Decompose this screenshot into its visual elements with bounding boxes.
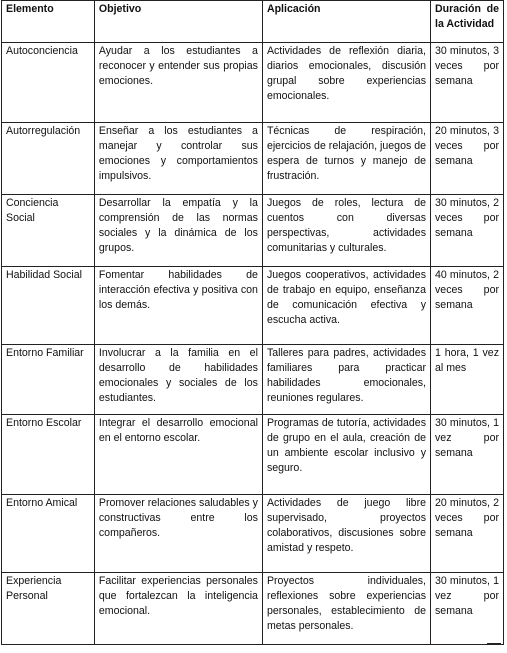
- table-row: [2, 195, 504, 267]
- table-row: [2, 267, 504, 345]
- header-objetivo: Objetivo: [94, 1, 262, 43]
- cell-aplicacion: Talleres para padres, actividades familiares para practicar habilidades emocionales, reuniones regulares.: [262, 345, 430, 415]
- cell-elemento: Entorno Familiar: [2, 345, 95, 415]
- cell-objetivo: Enseñar a los estudiantes a manejar y controlar sus emociones y comportamientos impulsivos.: [94, 123, 262, 195]
- cell-aplicacion: Juegos cooperativos, actividades de trabajo en equipo, enseñanza de comunicación efectiva y escucha activa.: [262, 267, 430, 345]
- cell-elemento: Entorno Escolar: [2, 415, 95, 495]
- cell-duracion: 20 minutos, 3 veces por semana: [431, 123, 504, 195]
- table-row: [2, 43, 504, 123]
- cell-duracion: 40 minutos, 2 veces por semana: [431, 267, 504, 345]
- table-row: [2, 415, 504, 495]
- cell-objetivo: Involucrar a la familia en el desarrollo de habilidades emocionales y sociales de los estudiantes.: [94, 345, 262, 415]
- cell-aplicacion: Proyectos individuales, reflexiones sobre experiencias personales, establecimiento de metas personales.: [262, 573, 430, 645]
- cell-objetivo: Facilitar experiencias personales que fortalezcan la inteligencia emocional.: [94, 573, 262, 645]
- cell-elemento: Entorno Amical: [2, 495, 95, 573]
- trailing-rule: [487, 643, 501, 644]
- table-header-row: [2, 1, 504, 43]
- table-row: [2, 345, 504, 415]
- table-row: [2, 495, 504, 573]
- cell-aplicacion: Juegos de roles, lectura de cuentos con diversas perspectivas, actividades comunitarias y culturales.: [262, 195, 430, 267]
- cell-objetivo: Integrar el desarrollo emocional en el entorno escolar.: [94, 415, 262, 495]
- cell-elemento: Experiencia Personal: [2, 573, 95, 645]
- cell-objetivo: Ayudar a los estudiantes a reconocer y entender sus propias emociones.: [94, 43, 262, 123]
- cell-elemento: Conciencia Social: [2, 195, 95, 267]
- cell-elemento: Autoconciencia: [2, 43, 95, 123]
- header-elemento: Elemento: [2, 1, 95, 43]
- emotional-intelligence-table: [1, 0, 504, 645]
- cell-duracion: 1 hora, 1 vez al mes: [431, 345, 504, 415]
- cell-objetivo: Promover relaciones saludables y constructivas entre los compañeros.: [94, 495, 262, 573]
- cell-duracion: 20 minutos, 2 veces por semana: [431, 495, 504, 573]
- cell-elemento: Autorregulación: [2, 123, 95, 195]
- cell-aplicacion: Técnicas de respiración, ejercicios de relajación, juegos de espera de turnos y manejo de frustración.: [262, 123, 430, 195]
- cell-aplicacion: Programas de tutoría, actividades de grupo en el aula, creación de un ambiente escolar inclusivo y seguro.: [262, 415, 430, 495]
- cell-aplicacion: Actividades de juego libre supervisado, proyectos colaborativos, discusiones sobre amistad y respeto.: [262, 495, 430, 573]
- cell-objetivo: Fomentar habilidades de interacción efectiva y positiva con los demás.: [94, 267, 262, 345]
- cell-duracion: 30 minutos, 1 vez por semana: [431, 415, 504, 495]
- cell-elemento: Habilidad Social: [2, 267, 95, 345]
- table-row: [2, 573, 504, 645]
- cell-aplicacion: Actividades de reflexión diaria, diarios emocionales, discusión grupal sobre experiencias emocionales.: [262, 43, 430, 123]
- header-aplicacion: Aplicación: [262, 1, 430, 43]
- table-row: [2, 123, 504, 195]
- cell-duracion: 30 minutos, 1 vez por semana: [431, 573, 504, 645]
- cell-objetivo: Desarrollar la empatía y la comprensión de las normas sociales y la dinámica de los grupos.: [94, 195, 262, 267]
- header-duracion: Duración de la Actividad: [431, 1, 504, 43]
- cell-duracion: 30 minutos, 2 veces por semana: [431, 195, 504, 267]
- cell-duracion: 30 minutos, 3 veces por semana: [431, 43, 504, 123]
